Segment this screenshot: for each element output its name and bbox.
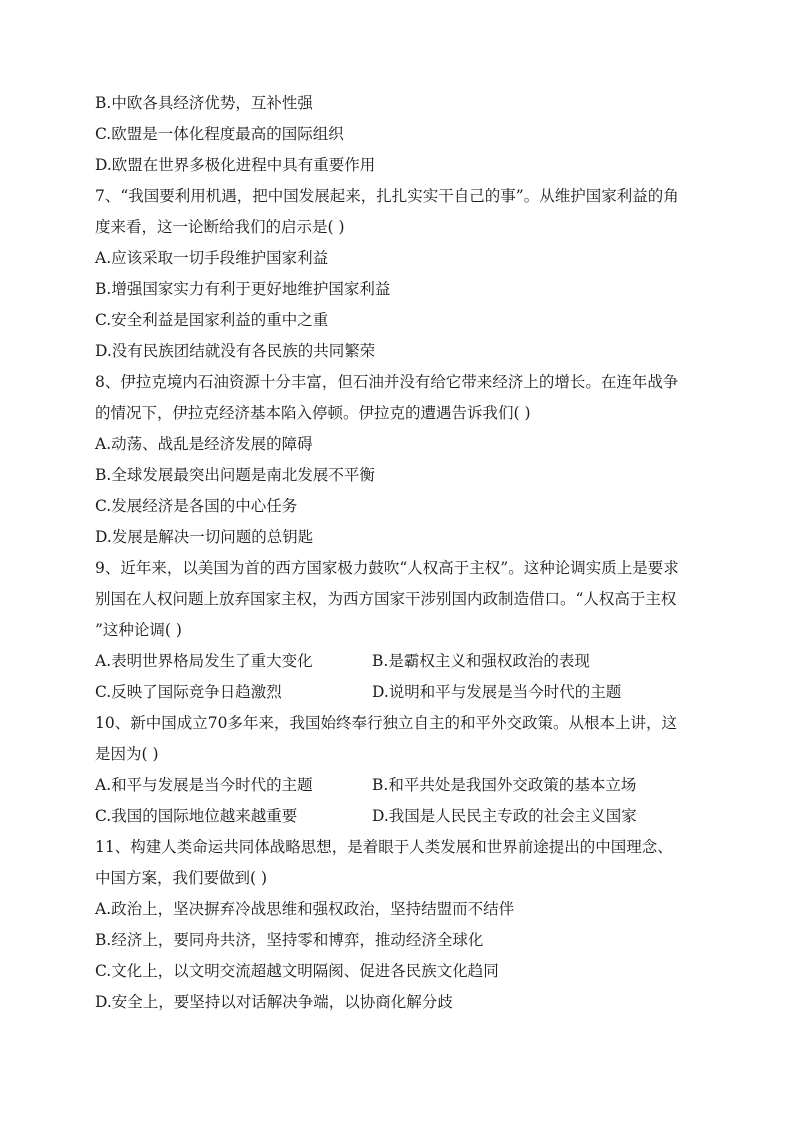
q9-options-row xyxy=(95,677,715,708)
q10-option-c: C.我国的国际地位越来越重要 xyxy=(95,807,298,825)
q11-option-b: B.经济上，要同舟共济，坚持零和博弈，推动经济全球化 xyxy=(95,931,484,949)
q8-stem: 8、伊拉克境内石油资源十分丰富，但石油并没有给它带来经济上的增长。在连年战争 xyxy=(95,373,679,391)
q8-option-a: A.动荡、战乱是经济发展的障碍 xyxy=(95,435,313,453)
q7-option-b: B.增强国家实力有利于更好地维护国家利益 xyxy=(95,280,391,298)
q10-option-d: D.我国是人民民主专政的社会主义国家 xyxy=(372,807,637,825)
q8-stem: 的情况下，伊拉克经济基本陷入停顿。伊拉克的遭遇告诉我们( ) xyxy=(95,404,531,422)
q9-stem: 9、近年来，以美国为首的西方国家极力鼓吹“人权高于主权”。这种论调实质上是要求 xyxy=(95,559,679,577)
q8-option-b: B.全球发展最突出问题是南北发展不平衡 xyxy=(95,466,375,484)
q8-option-c: C.发展经济是各国的中心任务 xyxy=(95,497,298,515)
exam-page xyxy=(95,88,715,1018)
q11-option-d: D.安全上，要坚持以对话解决争端，以协商化解分歧 xyxy=(95,993,453,1011)
q6-option-d: D.欧盟在世界多极化进程中具有重要作用 xyxy=(95,156,376,174)
q9-option-b: B.是霸权主义和强权政治的表现 xyxy=(372,652,590,670)
q7-option-c: C.安全利益是国家利益的重中之重 xyxy=(95,311,329,329)
q9-option-a: A.表明世界格局发生了重大变化 xyxy=(95,652,313,670)
q11-option-c: C.文化上，以文明交流超越文明隔阂、促进各民族文化趋同 xyxy=(95,962,499,980)
q10-stem: 10、新中国成立70多年来，我国始终奉行独立自主的和平外交政策。从根本上讲，这 xyxy=(95,714,677,732)
q7-stem: 度来看，这一论断给我们的启示是( ) xyxy=(95,218,345,236)
q9-option-d: D.说明和平与发展是当今时代的主题 xyxy=(372,683,622,701)
q11-stem: 11、构建人类命运共同体战略思想，是着眼于人类发展和世界前途提出的中国理念、 xyxy=(95,838,673,856)
q10-stem: 是因为( ) xyxy=(95,745,159,763)
q9-options-row xyxy=(95,646,715,677)
q11-stem: 中国方案，我们要做到( ) xyxy=(95,869,268,887)
q7-option-d: D.没有民族团结就没有各民族的共同繁荣 xyxy=(95,342,376,360)
q6-option-b: B.中欧各具经济优势，互补性强 xyxy=(95,94,313,112)
q8-option-d: D.发展是解决一切问题的总钥匙 xyxy=(95,528,314,546)
q9-option-c: C.反映了国际竞争日趋激烈 xyxy=(95,683,282,701)
q10-options-row xyxy=(95,770,715,801)
q10-option-a: A.和平与发展是当今时代的主题 xyxy=(95,776,313,794)
q7-option-a: A.应该采取一切手段维护国家利益 xyxy=(95,249,329,267)
q6-option-c: C.欧盟是一体化程度最高的国际组织 xyxy=(95,125,344,143)
q9-stem: ”这种论调( ) xyxy=(95,621,182,639)
q7-stem: 7、“我国要利用机遇，把中国发展起来，扎扎实实干自己的事”。从维护国家利益的角 xyxy=(95,187,679,205)
q10-option-b: B.和平共处是我国外交政策的基本立场 xyxy=(372,776,637,794)
q9-stem: 别国在人权问题上放弃国家主权，为西方国家干涉别国内政制造借口。“人权高于主权 xyxy=(95,590,677,608)
q11-option-a: A.政治上，坚决摒弃冷战思维和强权政治，坚持结盟而不结伴 xyxy=(95,900,515,918)
q10-options-row xyxy=(95,801,715,832)
